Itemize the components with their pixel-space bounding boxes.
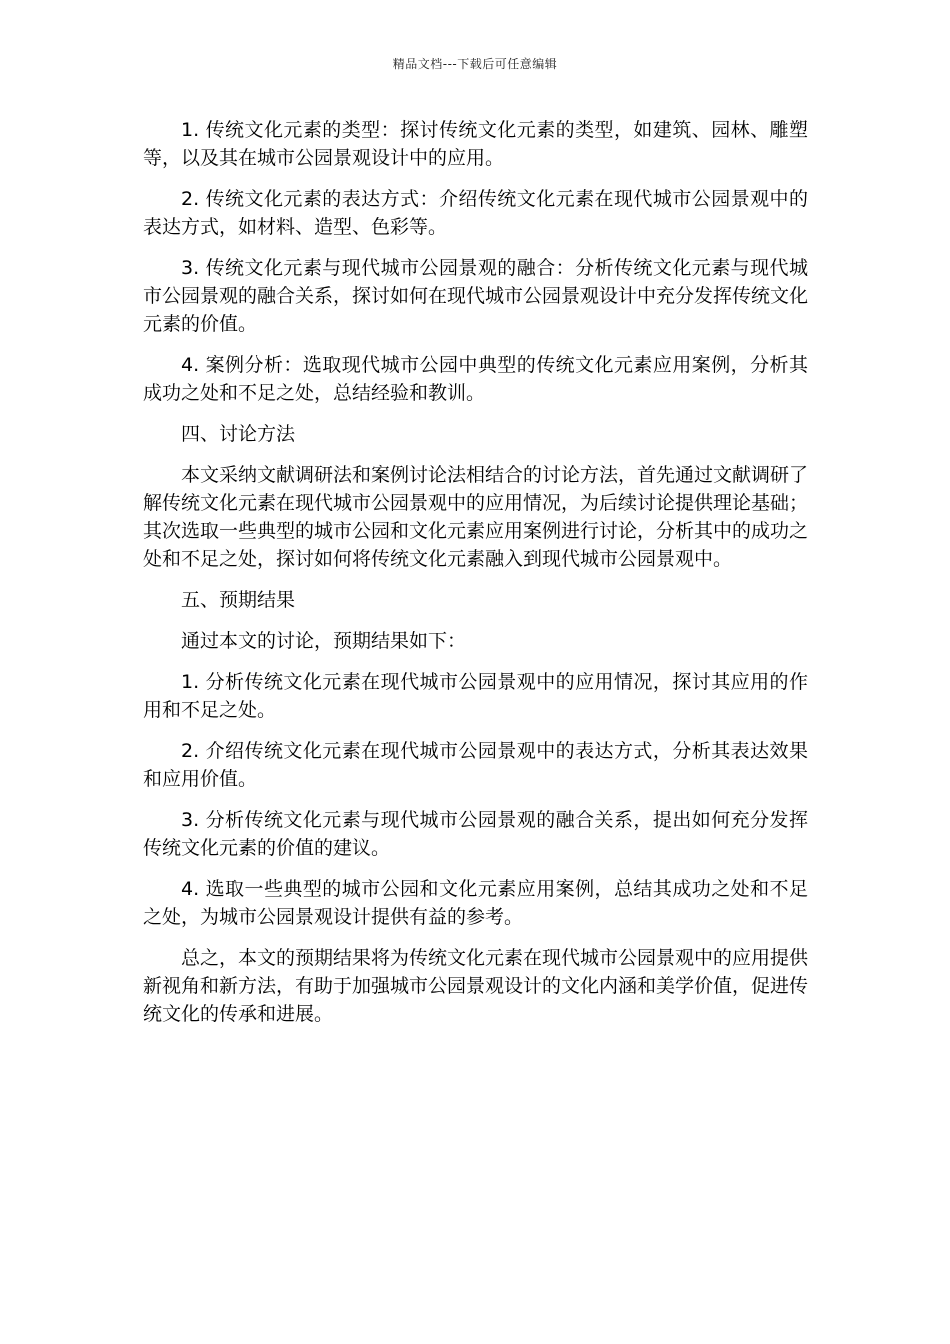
paragraph-result-4: 4. 选取一些典型的城市公园和文化元素应用案例，总结其成功之处和不足之处，为城市公园景观设计提供有益的参考。	[143, 878, 808, 928]
paragraph-results-intro: 通过本文的讨论，预期结果如下：	[181, 630, 467, 652]
page-header: 精品文档---下载后可任意编辑	[392, 57, 558, 71]
document-body	[143, 116, 808, 1041]
paragraph-item-2-expression: 2. 传统文化元素的表达方式：介绍传统文化元素在现代城市公园景观中的表达方式，如材料、造型、色彩等。	[143, 188, 808, 238]
paragraph-result-2: 2. 介绍传统文化元素在现代城市公园景观中的表达方式，分析其表达效果和应用价值。	[143, 740, 808, 790]
paragraph-result-3: 3. 分析传统文化元素与现代城市公园景观的融合关系，提出如何充分发挥传统文化元素的价值的建议。	[143, 809, 808, 859]
paragraph-conclusion: 总之，本文的预期结果将为传统文化元素在现代城市公园景观中的应用提供新视角和新方法，有助于加强城市公园景观设计的文化内涵和美学价值，促进传统文化的传承和进展。	[143, 947, 809, 1025]
section-heading-methods: 四、讨论方法	[181, 423, 296, 445]
section-heading-expected-results: 五、预期结果	[181, 589, 296, 611]
paragraph-methods: 本文采纳文献调研法和案例讨论法相结合的讨论方法，首先通过文献调研了解传统文化元素在现代城市公园景观中的应用情况，为后续讨论提供理论基础；其次选取一些典型的城市公园和文化元素应用案例进行讨论，分析其中的成功之处和不足之处，探讨如何将传统文化元素融入到现代城市公园景观中。	[143, 464, 809, 570]
paragraph-item-4-case-analysis: 4. 案例分析：选取现代城市公园中典型的传统文化元素应用案例，分析其成功之处和不足之处，总结经验和教训。	[143, 354, 808, 404]
paragraph-item-1-type: 1. 传统文化元素的类型：探讨传统文化元素的类型，如建筑、园林、雕塑等，以及其在城市公园景观设计中的应用。	[143, 119, 808, 169]
paragraph-item-3-fusion: 3. 传统文化元素与现代城市公园景观的融合：分析传统文化元素与现代城市公园景观的融合关系，探讨如何在现代城市公园景观设计中充分发挥传统文化元素的价值。	[143, 257, 809, 335]
paragraph-result-1: 1. 分析传统文化元素在现代城市公园景观中的应用情况，探讨其应用的作用和不足之处。	[143, 671, 808, 721]
